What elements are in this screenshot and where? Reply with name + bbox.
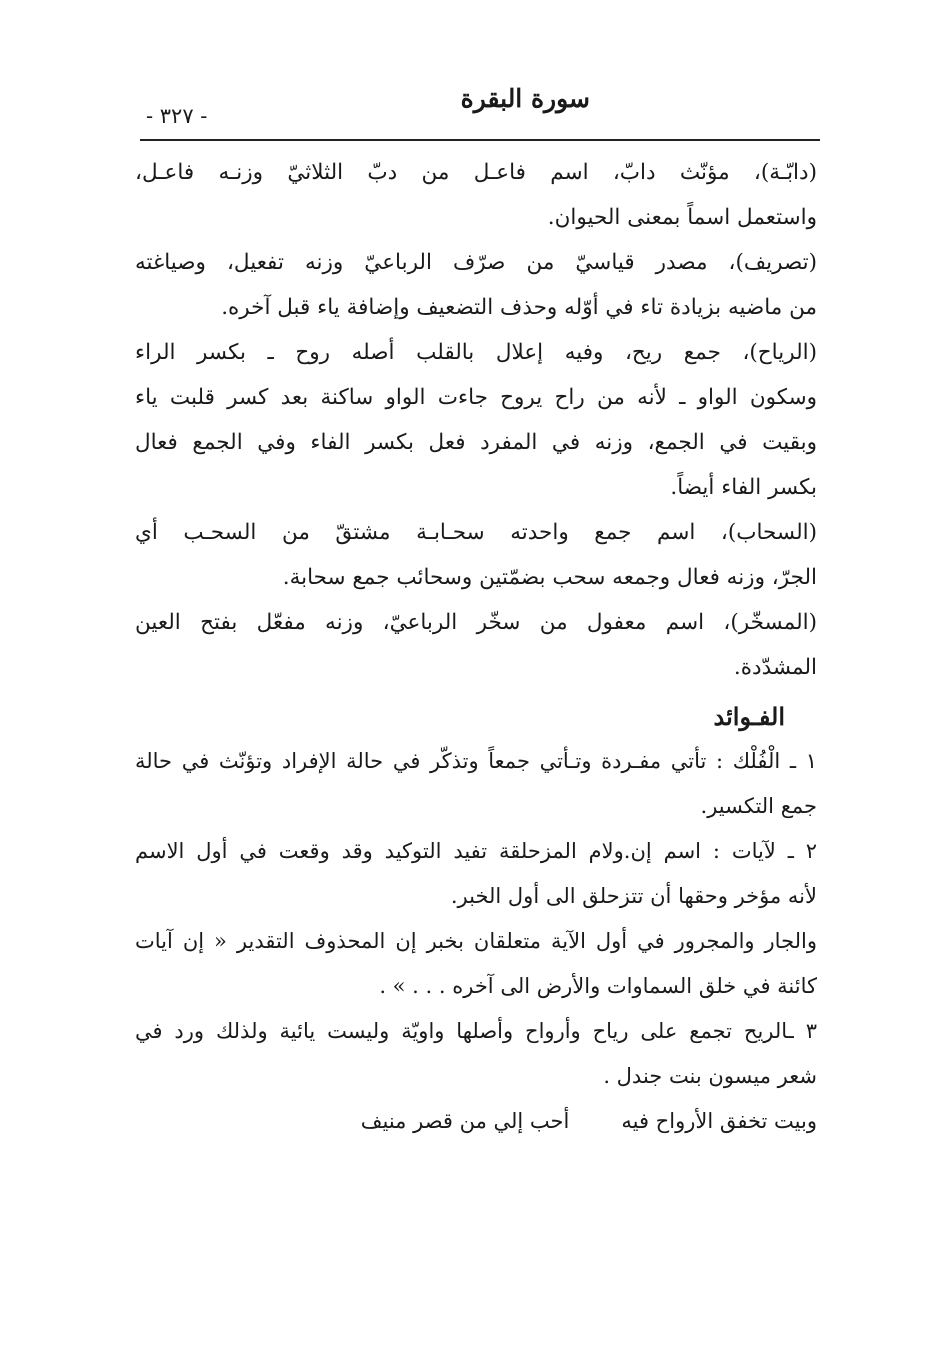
text-line: كائنة في خلق السماوات والأرض الى آخره . . . » . xyxy=(379,974,817,998)
text-line: جمع التكسير. xyxy=(700,794,817,818)
page-number: - ٣٢٧ - xyxy=(146,104,208,128)
main-text xyxy=(135,150,817,1144)
text-line: (السحاب)، اسم جمع واحدته سحـابـة مشتقّ من السحـب أي xyxy=(135,520,817,545)
text-line: (الرياح)، جمع ريح، وفيه إعلال بالقلب أصله روح ـ بكسر الراء xyxy=(135,340,817,365)
verse-second-hemistich: أحب إلي من قصر منيف xyxy=(360,1109,570,1133)
verse-first-hemistich: وبيت تخفق الأرواح فيه xyxy=(621,1109,817,1133)
benefit-item xyxy=(135,919,817,1009)
paragraph-riyah xyxy=(135,330,817,510)
benefit-item xyxy=(135,829,817,919)
paragraph-tasrif xyxy=(135,240,817,330)
page-header xyxy=(140,78,820,138)
text-line: ١ ـ الْفُلْك : تأتي مفـردة وتـأتي جمعاً وتذكّر في حالة الإفراد وتؤنّث في حالة xyxy=(135,749,817,773)
running-title: سورة البقرة xyxy=(460,84,590,113)
text-line: ٢ ـ لآيات : اسم إن.ولام المزحلقة تفيد التوكيد وقد وقعت في أول الاسم xyxy=(135,839,817,863)
text-line: والجار والمجرور في أول الآية متعلقان بخبر إن المحذوف التقدير « إن آيات xyxy=(135,929,817,953)
text-line: لأنه مؤخر وحقها أن تتزحلق الى أول الخبر. xyxy=(450,884,817,908)
paragraph-sahab xyxy=(135,510,817,600)
text-line: وبقيت في الجمع، وزنه في المفرد فعل بكسر الفاء وفي الجمع فعال xyxy=(135,430,817,455)
text-line: (تصريف)، مصدر قياسيّ من صرّف الرباعيّ وزنه تفعيل، وصياغته xyxy=(135,250,817,275)
text-line: من ماضيه بزيادة تاء في أوّله وحذف التضعيف وإضافة ياء قبل آخره. xyxy=(221,295,817,320)
poetry-verse xyxy=(135,1099,817,1144)
text-line: وسكون الواو ـ لأنه من راح يروح جاءت الواو ساكنة بعد كسر قلبت ياء xyxy=(135,385,817,410)
text-line: بكسر الفاء أيضاً. xyxy=(670,475,817,500)
benefit-item xyxy=(135,1009,817,1099)
section-title-benefits: الفـوائد xyxy=(713,702,785,731)
text-line: (دابّـة)، مؤنّث دابّ، اسم فاعـل من دبّ الثلاثيّ وزنـه فاعـل، xyxy=(135,160,817,185)
text-line: شعر ميسون بنت جندل . xyxy=(603,1064,817,1088)
text-line: ٣ ـالريح تجمع على رياح وأرواح وأصلها واويّة وليست يائية ولذلك ورد في xyxy=(135,1019,817,1043)
paragraph-musakhkhar xyxy=(135,600,817,690)
text-line: المشدّدة. xyxy=(733,655,817,680)
header-rule xyxy=(140,139,820,141)
text-line: واستعمل اسماً بمعنى الحيوان. xyxy=(547,205,817,230)
text-line: الجرّ، وزنه فعال وجمعه سحب بضمّتين وسحائب جمع سحابة. xyxy=(282,565,817,590)
benefit-item xyxy=(135,739,817,829)
text-line: (المسخّر)، اسم معفول من سخّر الرباعيّ، وزنه مفعّل بفتح العين xyxy=(135,610,817,635)
benefits-list xyxy=(135,739,817,1144)
paragraph-dabba xyxy=(135,150,817,240)
